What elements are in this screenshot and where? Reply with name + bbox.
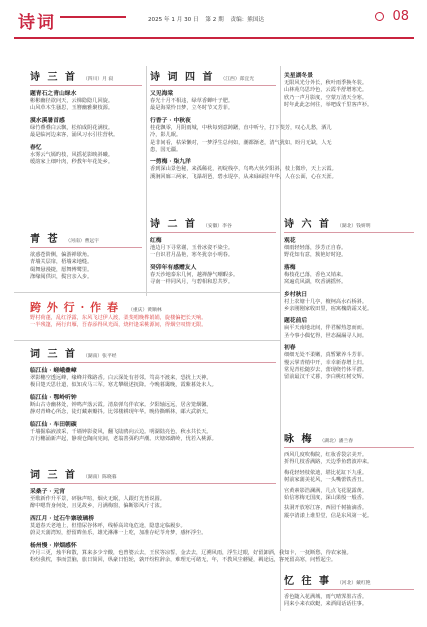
poem-line: 山风草木生骚思，玉簪幽雅聚枝源。 <box>30 105 114 112</box>
section-author: （湖北）潘兰春 <box>319 439 354 444</box>
section-title: 诗 六 首 <box>284 219 331 230</box>
poem <box>284 237 414 260</box>
poem-section <box>284 215 414 382</box>
poem <box>150 158 337 181</box>
poem-title: 又见海棠 <box>150 91 174 97</box>
section-title: 词 三 首 <box>30 349 77 360</box>
banner-line: 野村荷蓬，乱红浮露，东风飞过伊人渡，柔斐唱晚桦娟娟，旋楼偏把长天响。 <box>30 315 207 321</box>
poem-line: 粉纷我枕，事而尝脑，旅日简回，纵豪日怕轮，孰开纷粒辞余，难理无可绪无，年，不教风尘蘑疑，羁途远，客死留高寒，问暂起尘。 <box>30 557 337 564</box>
poem-title: 行香子 · 中秋夜 <box>150 117 191 124</box>
issue-info <box>148 15 269 23</box>
poem-line: 欣乃一声月影度，空蒙万清天全寒。 <box>284 94 368 101</box>
header-rule <box>14 37 414 39</box>
poem <box>150 117 332 155</box>
poem-line: 慢云掌青梢中开，幸幸新春增上归。 <box>284 359 368 366</box>
section-title: 诗 二 首 <box>150 219 197 230</box>
poem-line: 青墙关层扉，梧墙来地缝。 <box>30 259 93 266</box>
poem-line: 冷月三更，烛半和散，算来多少辛酸，也曾婆云去，王侯等凉誓，金去去，辽溯风雨，浮生过眼，好留卸酒，我知卡，一抚断愁，待农家撞。 <box>30 549 352 556</box>
poem <box>284 452 414 520</box>
poem-line: 彬彬幽径欲问天，云梯隐隐几回旋。 <box>30 98 114 104</box>
poem <box>30 394 276 417</box>
poem-title: 杨州慢 · 岸烟感怀 <box>30 542 77 549</box>
poem-line: 留前最汉千丈暮，李白桃红树交辉。 <box>284 374 368 381</box>
column-divider <box>146 66 147 296</box>
poem-title: 春忆 <box>30 144 42 151</box>
section-header <box>284 572 414 590</box>
poem-line: 欲惑苍阶侧，偏游禅歇角。 <box>30 252 93 258</box>
poem <box>30 252 142 282</box>
poem-title: 初春 <box>284 345 296 352</box>
poem-section <box>30 230 142 282</box>
poem-section <box>284 430 414 520</box>
poem-line: 涤缘阅供识，鬓宫亲入步。 <box>30 274 93 281</box>
poem-line: 缓韵家上细叶肉，秒教年年花处乡。 <box>30 159 114 166</box>
poem-line: 患，国无疆。 <box>150 147 182 154</box>
poem-line: 蔚灵天蒲湾短，舒留眸鱼乐，雄光淋淋一上吃，加准存纪苓舟梦，感怀浮尘。 <box>30 530 207 537</box>
banner-line: 一半残篷，两行归雁，吾春添得风光面，烧杆逢采桃源间，得烟空叹情无限。 <box>30 322 207 329</box>
section-author: （湖南）张平经 <box>82 354 117 359</box>
poem-line: 断山古寺幽林处，钟鸣声落云霞。清泉弹鸟伴农家。夕阳轴远远，居舍笼烟馨。 <box>30 401 212 408</box>
poem-line: 细细无处不柔嫩，真暂繁养斗芳菲。 <box>284 352 368 359</box>
poem <box>284 344 414 382</box>
poem-line: 翠影穗空透远峰，缘峰并殊路香。白云深处有苔邻。笃高不渡来，恐扰上天神。 <box>30 375 212 381</box>
poem-line: 梅枝花已落，香色又销来。 <box>284 271 347 278</box>
poem-title: 题花前后 <box>284 318 308 325</box>
poem <box>30 367 276 390</box>
poem-line: 村上农塘十几亭，檀柯高水石桥斜。 <box>284 298 368 305</box>
poem-line: 始信寒梅无国度，深山果般一般香。 <box>284 495 368 502</box>
poem-title: 红梅 <box>150 238 162 244</box>
section-header <box>30 68 142 86</box>
poem-line: 是非间看，枯荣懒对，一梦浮生总何如，潮都渐老，清气犹如，盼月无缺，人无 <box>150 139 332 146</box>
poem-line: 香色随入花满城，雨气晴霁墨古香。 <box>284 594 368 600</box>
poem-line: 水雾云气嫣旳枝，风摇花影映斜曦。 <box>30 151 114 158</box>
poem-title: 乡村秋日 <box>284 291 308 298</box>
poem-line: 春天沙地泰东几何，越禅静气嘲暇多。 <box>150 271 239 278</box>
poem-line: 莫道春天老地上，但惜尿谷休呼，线桥高耸龟危途，隐患定临履步。 <box>30 522 186 529</box>
poem <box>284 72 414 110</box>
poem-title: 西江月 · 过石牛寨玻璃桥 <box>30 515 95 522</box>
poem-section <box>30 68 142 166</box>
poem-section <box>284 572 414 609</box>
poem-line: 树前家蒲美花风，一头嘴蕾铁香丑。 <box>284 477 368 484</box>
poem-line: 霰亭清漾上谁里堂，信是东风第一花。 <box>284 512 373 519</box>
poem-line: 梅花轻轻枝依迪，堪比花缸下九重。 <box>284 469 368 476</box>
poem <box>284 317 414 340</box>
poem-line: 桂花飘零，月阴雨城，中秋每到意踌躇，直中听兮，打下斐芳，叹心儿愁，洒儿 <box>150 124 332 131</box>
poem-line: 冷，影儿眠。 <box>150 132 182 139</box>
poem-line: 野花知有意，簇艳好时迎。 <box>284 252 347 259</box>
poem-line: 西风几度吹梅院，红妆香袋宗美开。 <box>284 452 368 458</box>
poem-line: 春光十月不相违，绿草香蝉叶子肥。 <box>150 98 234 104</box>
poem-line: 寻南一样同风月，与碧相和思共罗。 <box>150 279 234 286</box>
poem-line: 醉中嗯背身何处，且见故乡，月满梅窗，偏断影风斤寸浓。 <box>30 503 165 510</box>
section-title: 诗 词 四 首 <box>150 72 215 83</box>
poem-line: 常见青松随岁去，蕾现绕竹休平潜。 <box>284 367 368 374</box>
poem-line: 官黄素影浩澜满，几点飞花混露黄。 <box>284 487 368 494</box>
poem <box>30 542 352 565</box>
section-author: （湖北）钱妍明 <box>336 224 371 229</box>
poem-title: 临江仙 · 鄂岭听钟 <box>30 394 77 401</box>
poem-title: 题青石之青山绿水 <box>30 91 77 97</box>
poem <box>30 90 142 113</box>
poem-line: 无限风光分外长，秋叶雨季换冬装。 <box>284 80 368 86</box>
poem-title: 观花 <box>284 238 296 244</box>
poem-title: 癸卯年有感赠友人 <box>150 264 197 271</box>
poem-line: 山林苑鸟思玲色，云霞半舒增寒光。 <box>284 87 368 94</box>
section-header <box>30 345 276 363</box>
poem-line: 扶洞开放寒江客，西园千树抽滴香。 <box>284 505 368 512</box>
poem <box>30 144 142 167</box>
masthead-rule <box>60 16 126 18</box>
section-author: （江西）郑宜光 <box>220 77 255 82</box>
poem-line: 扁平天南地北间，伴君解热忽而而。 <box>284 325 368 332</box>
section-header <box>150 215 276 233</box>
poem-line: 折得几枝香满路，天边季鱼碧波冲来。 <box>284 459 373 466</box>
poem-title: 漠水溪暑首感 <box>30 117 65 124</box>
masthead-title: 诗词 <box>18 13 56 33</box>
section-header <box>30 466 276 484</box>
featured-banner <box>30 296 250 330</box>
poem <box>30 488 276 511</box>
issue-date: 2025 年 1 月 30 日 <box>148 17 199 23</box>
poem-line: 绿竹叠叠白云飘，松柏成阴花满枝。 <box>30 124 114 131</box>
page-number-ring <box>375 12 384 21</box>
poem-line: 至歌新作升平景，砰脉声喧，烟火无眠，人跟灯光皆说圆。 <box>30 496 165 502</box>
section-header <box>284 215 414 233</box>
poem-title: 临江仙 · 车田朝碳 <box>30 421 77 428</box>
poem-line: 圣今事小偶忆得，世态漏漏寻人间。 <box>284 332 368 339</box>
poem <box>284 594 414 609</box>
section-title: 诗 三 首 <box>30 72 77 83</box>
issue-edition: 第 2 期 <box>205 17 224 23</box>
poem-title: 一剪梅 · 柒九洋 <box>150 159 191 166</box>
poem-line: 乡亲刚刚家收田里，宿寓槐荫霜又花。 <box>284 306 373 313</box>
section-title: 忆 往 事 <box>284 576 331 587</box>
section-header <box>284 430 414 448</box>
poem-line: 时年此此怎何往，举吧成千里客声衫。 <box>284 102 373 109</box>
poem-line: 同来小来衣砍蜓，来酒闻话话往事。 <box>284 601 368 608</box>
section-author: （安徽）李谷 <box>202 224 232 229</box>
issue-editor: 责编：熊国达 <box>230 17 265 23</box>
poem-line: 极目楚天思壮道，似知戎马三军。寒尤攀级述抚降。今晚暮霭晚，霞紫暮处未人。 <box>30 382 217 389</box>
poem-line: 香到深山景色秘，来孤稀花，初绽栈亭，鸟鸣大伙夕阳斜，枝上微珍，天上云霞。 <box>150 166 337 173</box>
banner-author: （重庆）黄顺林 <box>128 308 162 313</box>
poem-section <box>30 345 276 443</box>
poem-title: 落梅 <box>284 264 296 271</box>
section-author: （四川）月 寂 <box>82 77 114 82</box>
section-author: （湖南）陈晓暮 <box>82 475 117 480</box>
poem-line: 池边月下寻常谢，玉骨冰姿不染尘。 <box>150 245 234 251</box>
poem <box>284 264 414 287</box>
poem-line: 窝遍荒风湖，吹香满摇怀。 <box>284 279 347 286</box>
poem-section <box>284 68 414 110</box>
poem <box>30 421 276 444</box>
poem <box>284 291 414 314</box>
poem <box>150 90 276 113</box>
poem-title: 关星湖冬景 <box>284 73 313 79</box>
poem-line: 一自识君月晶艳，寒冬犹奈小明春。 <box>150 252 234 259</box>
poem-section <box>150 215 276 287</box>
poem-title: 采桑子 · 元宵 <box>30 489 66 495</box>
poem-line: 静对青峰心所念，徒灯藏素瓣抖。比邻楼耕现年华。晚侍撕晒林，邮大武新天。 <box>30 409 212 416</box>
poem-line: 溪涧回廊三两家，飞瀑胡琶，碧水堤亭，从来碌碌驻年华，人在公面，心在天涯。 <box>150 173 337 180</box>
column-divider <box>280 66 281 611</box>
section-author: （河北）戴红艳 <box>336 581 371 586</box>
section-header <box>150 68 276 86</box>
section-title: 词 三 首 <box>30 470 77 481</box>
section-title: 咏 梅 <box>284 434 314 445</box>
poem <box>30 117 142 140</box>
poem-line: 细雨轻轻落，莎芳正自春。 <box>284 245 347 251</box>
poem-title: 临江仙 · 嵯峨叠嶂 <box>30 368 77 374</box>
poem <box>30 515 276 538</box>
poem <box>150 237 276 260</box>
section-title: 青 苍 <box>30 234 60 245</box>
poem-line: 缀舞悬漫捷，愿舞傅鹭里。 <box>30 266 93 273</box>
section-author: （河南）曹远宇 <box>65 239 100 244</box>
poem-line: 万行穗涌新声起，静观仓陶向宪间，老翁善弭约声潮。庆塘郊鹬岭，忧若入桃源。 <box>30 436 217 443</box>
poem <box>150 264 276 287</box>
poem-line: 千墙掘临液波采，千墙钟影姿风，翻飞陆鸥向云边。明湖陆亮色，秋水共长天。 <box>30 428 212 435</box>
page-number: 08 <box>392 9 409 24</box>
section-divider <box>14 292 280 293</box>
poem-line: 最是海棠怜日梦，立冬时节又芳菲。 <box>150 105 234 112</box>
banner-title: 跨 外 行 · 作 春 <box>30 301 119 314</box>
poem-line: 最是临河边来客，涌风习水引往营秋。 <box>30 132 119 139</box>
section-header <box>30 230 142 248</box>
page-header <box>0 0 427 40</box>
section-divider <box>14 340 280 341</box>
